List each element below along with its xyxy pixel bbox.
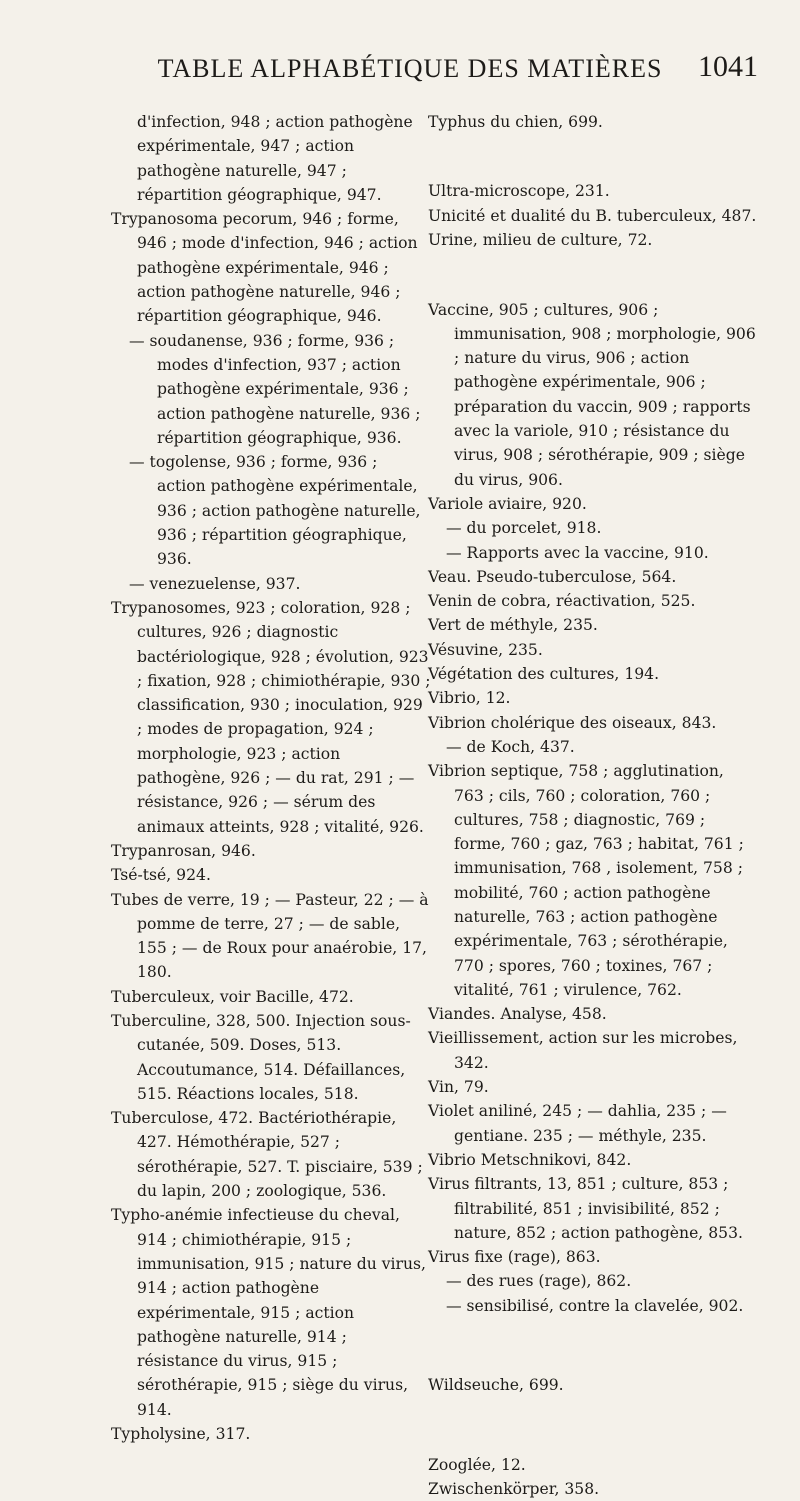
index-entry: — Rapports avec la vaccine, 910.: [446, 543, 709, 562]
index-entry: Variole aviaire, 920.: [428, 494, 587, 513]
index-entry: Tuberculose, 472. Bactériothérapie, 427. Hémothérapie, 527 ; sérothérapie, 527. T. pisciaire, 539 ; du lapin, 200 ; zoologique, 536.: [111, 1109, 423, 1201]
index-entry: Typho-anémie infectieuse du cheval, 914 ; chimiothérapie, 915 ; immunisation, 915 ; nature du virus, 914 ; action pathogène expérimentale, 915 ; action pathogène naturelle, 914 ; résistance du virus, 915 ; sérothérapie, 915 ; siège du virus, 914.: [111, 1206, 426, 1419]
entry-spacer: [428, 150, 758, 164]
index-entry: Tuberculine, 328, 500. Injection sous-cutanée, 509. Doses, 513. Accoutumance, 514. Défaillances, 515. Réactions locales, 518.: [111, 1011, 411, 1103]
index-entry: Végétation des cultures, 194.: [428, 665, 660, 684]
index-entry: Tsé-tsé, 924.: [111, 866, 211, 885]
index-entry: — soudanense, 936 ; forme, 936 ; modes d'infection, 937 ; action pathogène expérimentale, 936 ; action pathogène naturelle, 936 ; répartition géographique, 936.: [129, 331, 421, 447]
index-entry: Vaccine, 905 ; cultures, 906 ; immunisation, 908 ; morphologie, 906 ; nature du virus, 906 ; action pathogène expérimentale, 906 ; préparation du vaccin, 909 ; rapports avec la variole, 910 ; résistance du virus, 908 ; sérothérapie, 909 ; siège du virus, 906.: [428, 300, 756, 489]
index-entry: Vert de méthyle, 235.: [428, 616, 598, 635]
entry-spacer: [428, 1413, 758, 1437]
running-title: TABLE ALPHABÉTIQUE DES MATIÈRES: [157, 54, 663, 83]
index-entry: Venin de cobra, réactivation, 525.: [428, 592, 696, 611]
index-entry: Zooglée, 12.: [428, 1455, 526, 1474]
index-entry: Vieillissement, action sur les microbes, 342.: [428, 1029, 738, 1072]
right-column: [428, 110, 758, 1501]
index-entry: — de Koch, 437.: [446, 737, 575, 756]
page-number: 1041: [698, 50, 758, 83]
index-entry: Trypanrosan, 946.: [111, 841, 256, 860]
index-entry: Veau. Pseudo-tuberculose, 564.: [428, 567, 677, 586]
index-entry: Trypanosomes, 923 ; coloration, 928 ; cultures, 926 ; diagnostic bactériologique, 928 ; évolution, 923 ; fixation, 928 ; chimiothérapie, 930 ; classification, 930 ; inoculation, 929 ; modes de propagation, 924 ; morphologie, 923 ; action pathogène, 926 ; — du rat, 291 ; — résistance, 926 ; — sérum des animaux atteints, 928 ; vitalité, 926.: [111, 598, 431, 836]
index-entry: Vibrion septique, 758 ; agglutination, 763 ; cils, 760 ; coloration, 760 ; cultures, 758 ; diagnostic, 769 ; forme, 760 ; gaz, 763 ; habitat, 761 ; immunisation, 768 , isolement, 758 ; mobilité, 760 ; action pathogène naturelle, 763 ; action pathogène expérimentale, 763 ; sérothérapie, 770 ; spores, 760 ; toxines, 767 ; vitalité, 761 ; virulence, 762.: [428, 762, 744, 999]
index-entry: — des rues (rage), 862.: [446, 1272, 632, 1291]
index-entry: Vibrion cholérique des oiseaux, 843.: [428, 713, 717, 732]
left-column: [111, 110, 431, 1446]
entry-spacer: [428, 1334, 758, 1358]
index-entry: Zwischenkörper, 358.: [428, 1480, 600, 1498]
index-entry: Typhus du chien, 699.: [428, 113, 603, 131]
index-entry: Wildseuche, 699.: [428, 1376, 564, 1395]
index-entry: Vibrio, 12.: [428, 689, 511, 708]
index-entry: Vin, 79.: [428, 1078, 489, 1097]
index-entry: Vésuvine, 235.: [428, 640, 543, 659]
index-entry: Vibrio Metschnikovi, 842.: [428, 1150, 632, 1169]
index-entry: Ultra-microscope, 231.: [428, 182, 610, 201]
entry-spacer: [428, 268, 758, 282]
index-entry: Tuberculeux, voir Bacille, 472.: [111, 987, 354, 1006]
index-entry: Violet aniliné, 245 ; — dahlia, 235 ; — gentiane. 235 ; — méthyle, 235.: [428, 1102, 727, 1145]
index-entry: — du porcelet, 918.: [446, 519, 602, 538]
index-entry: Viandes. Analyse, 458.: [428, 1005, 607, 1024]
index-entry: Virus filtrants, 13, 851 ; culture, 853 ; filtrabilité, 851 ; invisibilité, 852 ; nature, 852 ; action pathogène, 853.: [428, 1175, 743, 1242]
index-entry: Virus fixe (rage), 863.: [428, 1248, 601, 1267]
page-header: [110, 50, 758, 90]
index-entry: Typholysine, 317.: [111, 1425, 251, 1444]
index-entry: Urine, milieu de culture, 72.: [428, 231, 653, 250]
index-entry: — togolense, 936 ; forme, 936 ; action pathogène expérimentale, 936 ; action pathogène naturelle, 936 ; répartition géographique, 936.: [129, 453, 421, 569]
index-entry: Unicité et dualité du B. tuberculeux, 487.: [428, 206, 757, 225]
index-entry: d'infection, 948 ; action pathogène expérimentale, 947 ; action pathogène naturelle, 947 ; répartition géographique, 947.: [137, 113, 413, 204]
index-entry: Tubes de verre, 19 ; — Pasteur, 22 ; — à pomme de terre, 27 ; — de sable, 155 ; — de Roux pour anaérobie, 17, 180.: [111, 890, 429, 982]
index-entry: Trypanosoma pecorum, 946 ; forme, 946 ; mode d'infection, 946 ; action pathogène expérimentale, 946 ; action pathogène naturelle, 946 ; répartition géographique, 946.: [111, 210, 418, 326]
index-entry: — sensibilisé, contre la clavelée, 902.: [446, 1296, 744, 1315]
index-entry: — venezuelense, 937.: [129, 574, 301, 593]
